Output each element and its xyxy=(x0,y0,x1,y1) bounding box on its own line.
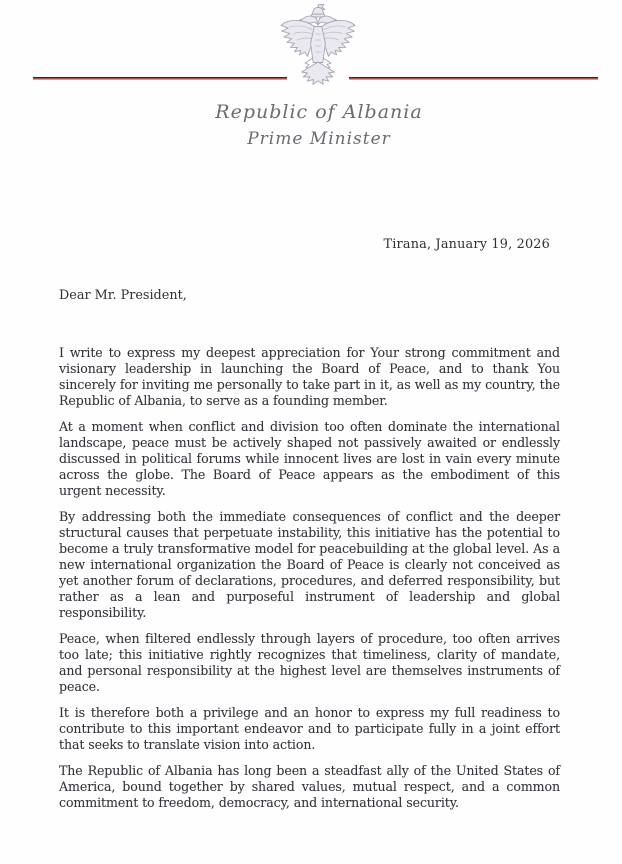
letterhead-rule-right xyxy=(349,77,598,80)
letter-body xyxy=(59,345,560,821)
paragraph: I write to express my deepest appreciation for Your strong commitment and visionary leadership in launching the Board of Peace, and to thank You sincerely for inviting me personally to take part in it, as well as my country, the Republic of Albania, to serve as a founding member. xyxy=(59,345,560,408)
paragraph: At a moment when conflict and division too often dominate the international landscape, peace must be actively shaped not passively awaited or endlessly discussed in political forums while innocent lives are lost in vain every minute across the globe. The Board of Peace appears as the embodiment of this urgent necessity. xyxy=(59,419,560,498)
letterhead-country: Republic of Albania xyxy=(215,101,423,123)
salutation: Dear Mr. President, xyxy=(59,288,187,303)
paragraph: It is therefore both a privilege and an honor to express my full readiness to contribute to this important endeavor and to participate fully in a joint effort that seeks to translate vision into action. xyxy=(59,705,560,752)
letterhead-office: Prime Minister xyxy=(247,129,391,149)
paragraph: Peace, when filtered endlessly through layers of procedure, too often arrives too late; this initiative rightly recognizes that timeliness, clarity of mandate, and personal responsibility at the highest level are themselves instruments of peace. xyxy=(59,631,560,694)
paragraph: By addressing both the immediate consequences of conflict and the deeper structural causes that perpetuate instability, this initiative has the potential to become a truly transformative model for peacebuilding at the global level. As a new international organization the Board of Peace is clearly not conceived as yet another forum of declarations, procedures, and deferred responsibility, but rather as a lean and purposeful instrument of leadership and global responsibility. xyxy=(59,509,560,620)
albania-eagle-emblem xyxy=(276,4,360,98)
paragraph: The Republic of Albania has long been a steadfast ally of the United States of America, bound together by shared values, mutual respect, and a common commitment to freedom, democracy, and international security. xyxy=(59,763,560,810)
letterhead-rule-left xyxy=(33,77,287,80)
dateline: Tirana, January 19, 2026 xyxy=(383,237,550,252)
